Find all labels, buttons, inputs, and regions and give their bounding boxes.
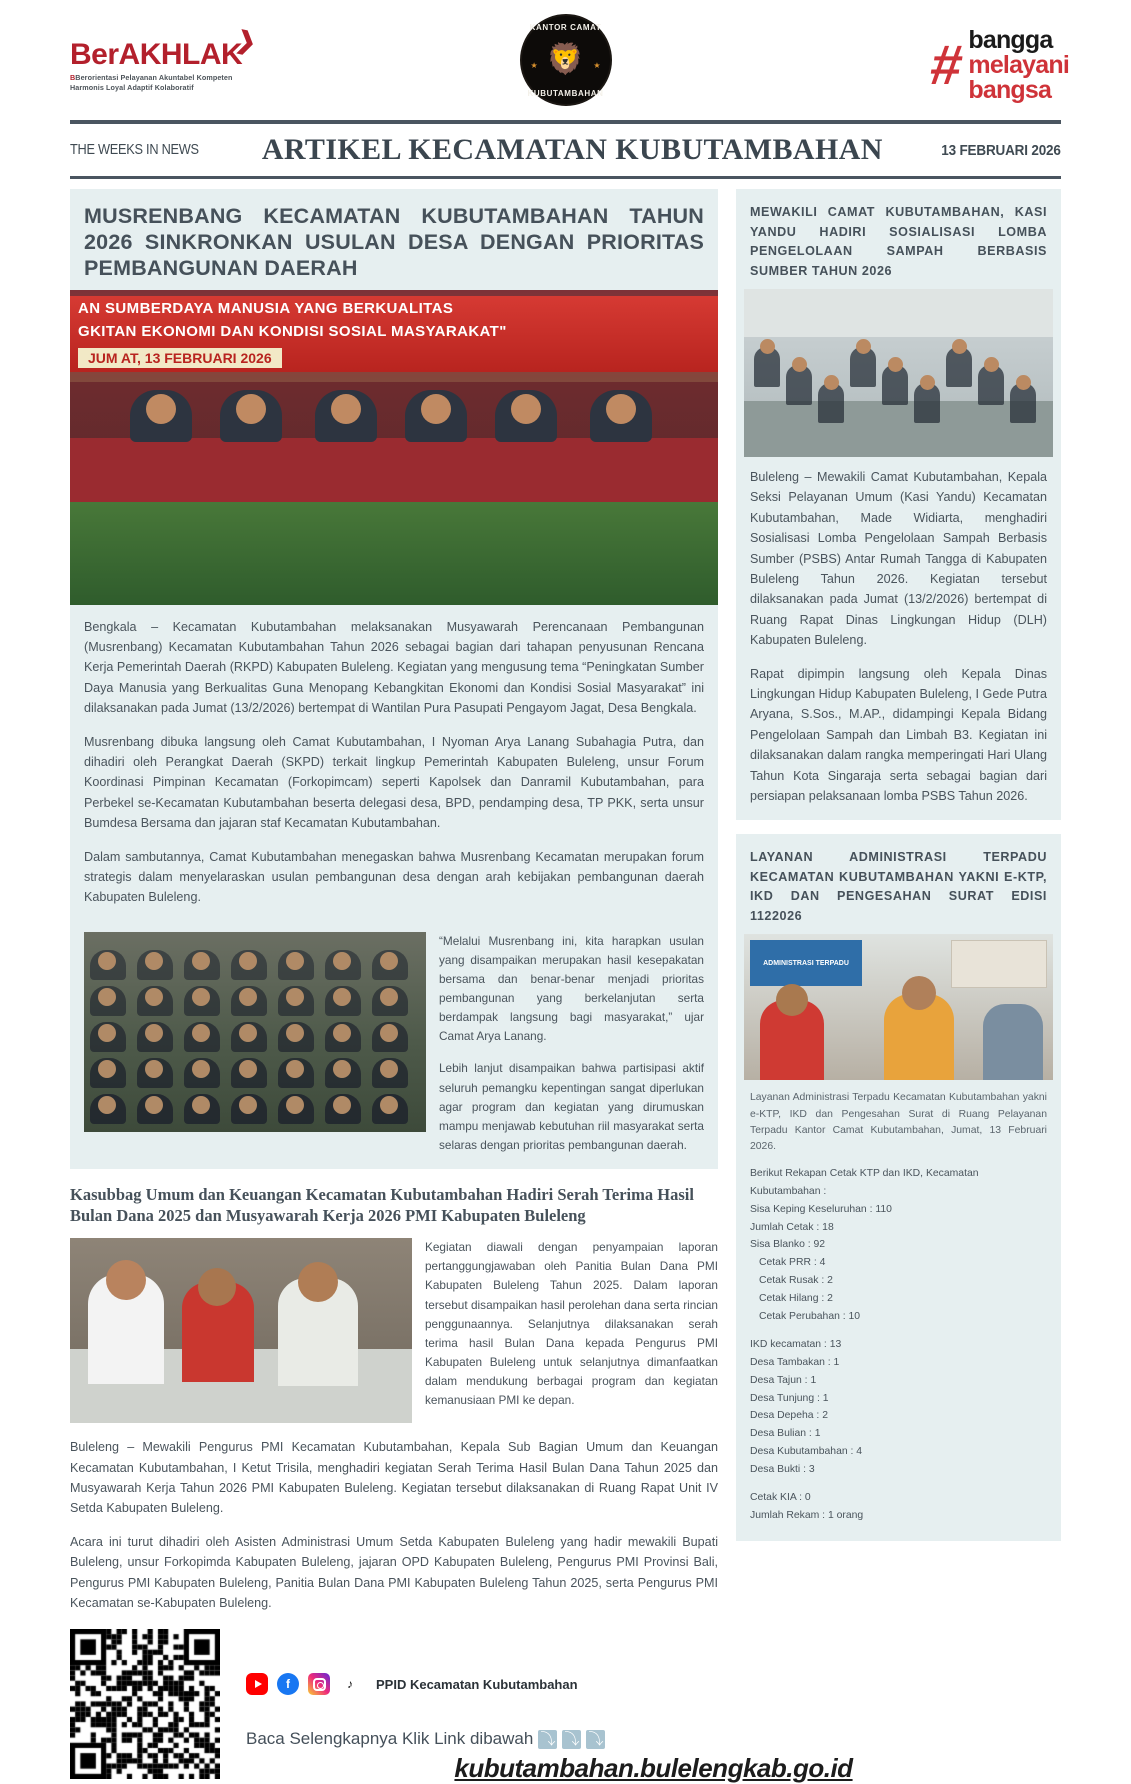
recap-group-3	[750, 1489, 1047, 1525]
recap-item: Desa Depeha : 2	[750, 1410, 828, 1422]
masthead	[0, 120, 1131, 179]
audience-photo	[84, 932, 426, 1132]
qr-code[interactable]	[70, 1629, 220, 1779]
quote-paragraph-1: “Melalui Musrenbang ini, kita harapkan usulan yang disampaikan merupakan hasil kesepakatan bersama dan benar-benar menjadi prioritas pembangunan yang berkelanjutan serta berdampak langsung bagi masyarakat,” ujar Camat Arya Lanang.	[439, 933, 704, 1044]
main-paragraph-2: Musrenbang dibuka langsung oleh Camat Kubutambahan, I Nyoman Arya Lanang Subahagia Putra, dan dihadiri oleh Perangkat Daerah (SKPD) terkait lingkup Pemerintah Kabupaten Buleleng, unsur Forum Koordinasi Pimpinan Kecamatan (Forkopimcam) seperti Kapolsek dan Danramil Kubutambahan, para Perbekel se-Kecamatan Kubutambahan beserta delegasi desa, BPD, pendamping desa, TP PKK, serta unsur Bumdesa Bersama dan jajaran staf Kecamatan Kubutambahan.	[84, 734, 704, 831]
recap-item: Cetak Rusak : 2	[759, 1275, 833, 1287]
social-handle: PPID Kecamatan Kubutambahan	[376, 1676, 578, 1692]
side-story-1-paragraph-2: Rapat dipimpin langsung oleh Kepala Dinas Lingkungan Hidup Kabupaten Buleleng, I Gede Putra Aryana, S.Sos., M.AP., didampingi Kepala Bidang Pengelolaan Sampah dan Limbah B3. Kegiatan ini dilaksanakan dalam rangka memperingati Hari Ulang Tahun Kota Singaraja serta sebagai bagian dari persiapan pelaksanaan lomba PSBS Tahun 2026.	[750, 666, 1047, 803]
side-story-2-headline: LAYANAN ADMINISTRASI TERPADU KECAMATAN KUBUTAMBAHAN YAKNI E-KTP, IKD DAN PENGESAHAN SURAT EDISI 1122026	[750, 850, 1047, 923]
main-story-panel	[70, 189, 718, 1169]
read-more-line	[246, 1729, 1061, 1749]
arrow-down-icon-2: ⤵	[564, 1730, 580, 1748]
recap-item: Cetak Perubahan : 10	[759, 1311, 861, 1322]
recap-item: Cetak PRR : 4	[759, 1257, 826, 1269]
recap-group-2	[750, 1336, 1047, 1479]
bangga-line1: bangga	[968, 26, 1053, 54]
bangga-melayani-bangsa-logo	[926, 26, 1069, 104]
right-column	[736, 189, 1061, 1613]
quote-block	[70, 922, 718, 1169]
berakhlak-logo	[70, 26, 258, 92]
main-story-photo: AN SUMBERDAYA MANUSIA YANG BERKUALITAS GKITAN EKONOMI DAN KONDISI SOSIAL MASYARAKAT" JUM AT, 13 FEBRUARI 2026	[70, 290, 718, 605]
recap-item: Cetak Hilang : 2	[759, 1293, 833, 1305]
recap-item: Jumlah Cetak : 18	[750, 1221, 834, 1233]
recap-item: IKD kecamatan : 13	[750, 1338, 842, 1350]
footer	[0, 1613, 1131, 1784]
recap-item: Desa Kubutambahan : 4	[750, 1446, 863, 1458]
arrow-down-icon-1: ⤵	[540, 1730, 556, 1748]
side-story-1-headline: MEWAKILI CAMAT KUBUTAMBAHAN, KASI YANDU HADIRI SOSIALISASI LOMBA PENGELOLAAN SAMPAH BERBASIS SUMBER TAHUN 2026	[750, 205, 1047, 278]
side-story-1-paragraph-1: Buleleng – Mewakili Camat Kubutambahan, Kepala Seksi Pelayanan Umum (Kasi Yandu) Kecamatan Kubutambahan, Made Widiarta, menghadiri Sosialisasi Lomba Pengelolaan Sampah Berbasis Sumber (PSBS) Antar Rumah Tangga di Kabupaten Buleleng Tahun 2026. Kegiatan tersebut dilaksanakan pada Jumat (13/2/2026) bertempat di Ruang Rapat Dinas Lingkungan Hidup (DLH) Kabupaten Buleleng.	[750, 470, 1047, 648]
seal-star-left-icon: ★	[530, 61, 538, 70]
berakhlak-tagline-line2: Harmonis Loyal Adaptif Kolaboratif	[70, 82, 194, 92]
arrow-down-icon-3: ⤵	[588, 1730, 604, 1748]
read-more-label: Baca Selengkapnya Klik Link dibawah	[246, 1729, 534, 1749]
pmi-body	[70, 1437, 718, 1613]
recap-item: Desa Bulian : 1	[750, 1428, 821, 1440]
berakhlak-word-text: BerAKHLAK	[70, 38, 243, 71]
left-column	[70, 189, 718, 1613]
recap-group-1	[750, 1201, 1047, 1326]
instagram-icon[interactable]	[308, 1673, 330, 1695]
recap-item: Desa Tajun : 1	[750, 1374, 817, 1386]
side-story-2-panel	[736, 834, 1061, 1540]
berakhlak-tagline: BBerorientasi Pelayanan Akuntabel Kompeten Harmonis Loyal Adaptif Kolaboratif	[70, 73, 233, 92]
bangga-line2: melayani	[968, 51, 1069, 79]
recap-item: Jumlah Rekam : 1 orang	[750, 1509, 864, 1521]
logo-bar	[0, 0, 1131, 120]
side-story-2-photo: ADMINISTRASI TERPADU	[744, 934, 1053, 1080]
berakhlak-tick-icon: ❯	[233, 26, 258, 57]
berakhlak-tagline-line1: Berorientasi Pelayanan Akuntabel Kompeten	[75, 73, 233, 82]
winged-lion-icon: 🦁	[546, 43, 585, 76]
pmi-subheadline: Kasubbag Umum dan Keuangan Kecamatan Kubutambahan Hadiri Serah Terima Hasil Bulan Dana 2025 dan Musyawarah Kerja 2026 PMI Kabupaten Buleleng	[70, 1184, 694, 1225]
main-paragraph-3: Dalam sambutannya, Camat Kubutambahan menegaskan bahwa Musrenbang Kecamatan merupakan forum strategis dalam menyelaraskan usulan pembangunan desa dengan arah kebijakan pembangunan daerah Kabupaten Buleleng.	[84, 849, 704, 905]
page-title: ARTIKEL KECAMATAN KUBUTAMBAHAN	[261, 133, 883, 166]
recap-item: Desa Tunjung : 1	[750, 1392, 829, 1404]
seal-top-text: KANTOR CAMAT	[529, 23, 602, 32]
bangga-line3: bangsa	[968, 76, 1052, 104]
tiktok-icon[interactable]: ♪	[339, 1673, 361, 1695]
main-story-body	[70, 605, 718, 922]
masthead-kicker: THE WEEKS IN NEWS	[70, 142, 199, 158]
pmi-flow	[70, 1238, 718, 1423]
website-link[interactable]: kubutambahan.bulelengkab.go.id	[454, 1753, 853, 1784]
pmi-paragraph-2: Acara ini turut dihadiri oleh Asisten Administrasi Umum Setda Kabupaten Buleleng yang hadir mewakili Bupati Buleleng, unsur Forkopimda Kabupaten Buleleng, jajaran OPD Kabupaten Buleleng, Pengurus PMI Provinsi Bali, Pengurus PMI Kabupaten Buleleng, Panitia Bulan Dana PMI Kabupaten Buleleng Tahun 2025, serta Pengurus PMI Kecamatan se-Kabupaten Buleleng.	[70, 1534, 718, 1610]
main-paragraph-1: Bengkala – Kecamatan Kubutambahan melaksanakan Musyawarah Perencanaan Pembangunan (Musrenbang) Kecamatan Kubutambahan Tahun 2026 sebagai bagian dari tahapan penyusunan Rencana Kerja Pemerintah Daerah (RKPD) Kabupaten Buleleng. Kegiatan yang mengusung tema “Peningkatan Sumber Daya Manusia yang Berkualitas Guna Menopang Kebangkitan Ekonomi dan Kondisi Sosial Masyarakat” ini dilaksanakan pada Jumat (13/2/2026) bertempat di Wantilan Pura Pasupati Pengayom Jagat, Desa Bengkala.	[84, 619, 704, 716]
quote-paragraph-2: Lebih lanjut disampaikan bahwa partisipasi aktif seluruh pemangku kepentingan sangat diperlukan agar program dan kegiatan yang dirumuskan mampu menjawab kebutuhan riil masyarakat serta selaras dengan prioritas pembangunan daerah.	[439, 1061, 704, 1152]
hash-icon: #	[926, 33, 963, 97]
seal-star-right-icon: ★	[593, 61, 601, 70]
recap-item: Cetak KIA : 0	[750, 1492, 811, 1504]
masthead-date: 13 FEBRUARI 2026	[941, 141, 1061, 159]
pmi-story	[70, 1169, 718, 1613]
recap-item: Desa Tambakan : 1	[750, 1356, 840, 1368]
side-story-2-caption: Layanan Administrasi Terpadu Kecamatan Kubutambahan yakni e-KTP, IKD dan Pengesahan Surat di Ruang Pelayanan Terpadu Kantor Camat Kubutambahan, Jumat, 13 Februari 2026.	[750, 1092, 1047, 1152]
recap-title: Berikut Rekapan Cetak KTP dan IKD, Kecamatan Kubutambahan :	[750, 1167, 979, 1197]
pmi-photo	[70, 1238, 412, 1423]
youtube-icon[interactable]	[246, 1673, 268, 1695]
pmi-side-paragraph: Kegiatan diawali dengan penyampaian laporan pertanggungjawaban oleh Panitia Bulan Dana PMI Kabupaten Buleleng Tahun 2025. Dalam laporan tersebut disampaikan hasil perolehan dana serta rincian penggunaannya. Selanjutnya dilaksanakan serah terima hasil Bulan Dana kepada Pengurus PMI Kabupaten Buleleng untuk selanjutnya dimanfaatkan dalam mendukung berbagai program dan kegiatan kemanusiaan PMI ke depan.	[425, 1240, 718, 1408]
recap-item: Sisa Keping Keseluruhan : 110	[750, 1203, 892, 1215]
side-story-1-panel	[736, 189, 1061, 820]
seal-bottom-text: KUBUTAMBAHAN	[527, 89, 604, 98]
main-headline: MUSRENBANG KECAMATAN KUBUTAMBAHAN TAHUN 2026 SINKRONKAN USULAN DESA DENGAN PRIORITAS PEMBANGUNAN DAERAH	[84, 204, 704, 281]
berakhlak-wordmark	[70, 26, 258, 71]
facebook-icon[interactable]: f	[277, 1673, 299, 1695]
social-links	[246, 1673, 1061, 1695]
pmi-paragraph-1: Buleleng – Mewakili Pengurus PMI Kecamatan Kubutambahan, Kepala Sub Bagian Umum dan Keuangan Kecamatan Kubutambahan, I Ketut Trisila, menghadiri kegiatan Serah Terima Hasil Bulan Dana Tahun 2025 dan Musyawarah Kerja Tahun 2026 PMI Kabupaten Buleleng. Kegiatan tersebut dilaksanakan di Ruang Rapat Unit IV Setda Kabupaten Buleleng.	[70, 1440, 718, 1516]
ktp-ikd-recap	[750, 1165, 1047, 1525]
recap-item: Desa Bukti : 3	[750, 1464, 815, 1476]
content-grid	[0, 179, 1131, 1613]
side-story-1-photo	[744, 289, 1053, 457]
recap-item: Sisa Blanko : 92	[750, 1239, 826, 1251]
kantor-camat-seal-logo	[520, 14, 612, 106]
